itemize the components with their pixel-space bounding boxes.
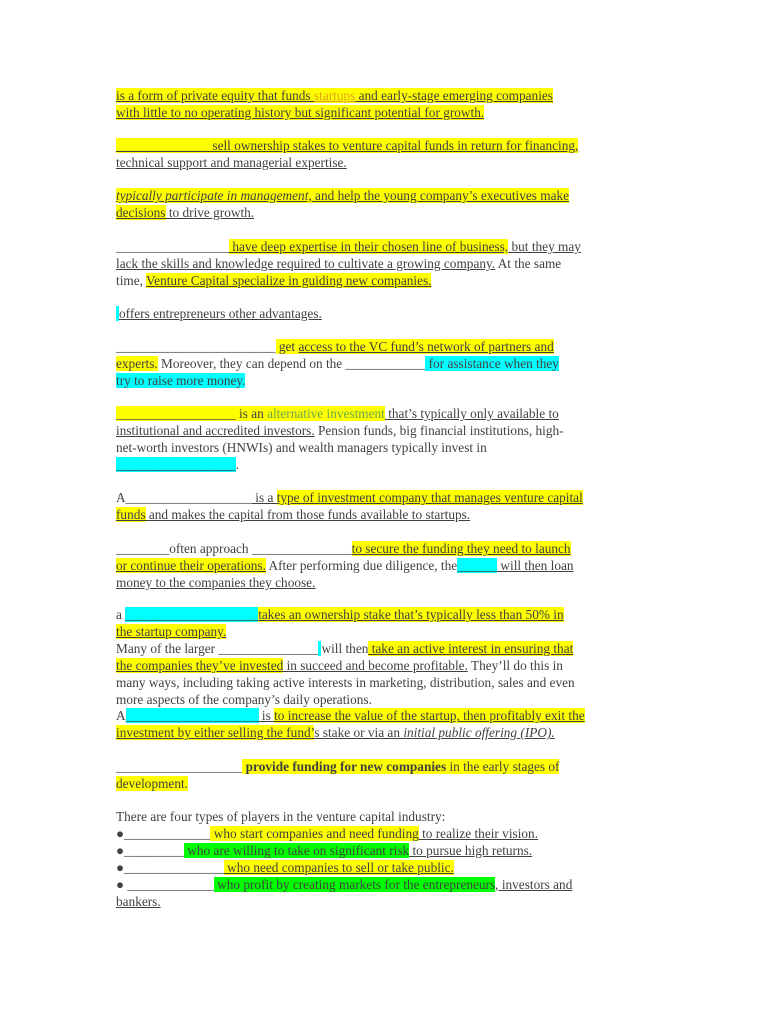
text-segment: net-worth investors (HNWIs) and wealth managers typically invest in	[116, 439, 487, 455]
text-segment: will then	[321, 640, 369, 656]
fill-in-blank[interactable]: ______________	[116, 138, 210, 153]
text-segment: more aspects of the company’s daily operations.	[116, 691, 372, 707]
text-segment: At the same	[495, 255, 562, 271]
paragraph-participate-management	[116, 188, 656, 222]
paragraph-network-access	[116, 339, 656, 390]
text-segment: sell ownership stakes to venture capital funds in return for financing,	[209, 138, 579, 153]
fill-in-blank[interactable]: __________________	[116, 456, 236, 472]
bullet-icon: ●	[116, 825, 125, 841]
text-segment: or continue their operations.	[116, 557, 266, 573]
text-segment: to realize their vision.	[418, 825, 539, 841]
text-segment: .	[235, 456, 239, 472]
text-segment: who profit by creating markets for the entrepreneurs	[213, 876, 496, 892]
text-segment: alternative investment	[267, 406, 385, 421]
paragraph-founders-sell-stakes	[116, 138, 656, 172]
fill-in-blank[interactable]: __________________	[116, 406, 236, 421]
text-segment: the startup company.	[116, 623, 227, 639]
fill-in-blank[interactable]: ____________________	[125, 607, 259, 622]
text-segment: A	[116, 708, 126, 724]
text-segment: the companies they’ve invested	[116, 657, 284, 673]
text-segment: development.	[116, 775, 189, 791]
text-segment: They’ll do this in	[467, 657, 563, 673]
text-segment: A	[116, 490, 126, 505]
text-segment: take an active interest in ensuring that	[368, 640, 574, 656]
fill-in-blank[interactable]: _____________	[124, 825, 211, 841]
fill-in-blank[interactable]: _______________	[124, 859, 224, 875]
paragraph-ownership-stake	[116, 607, 656, 742]
bullet-icon: ●	[116, 876, 125, 892]
text-segment: and help the young company’s executives make	[311, 188, 570, 203]
text-segment: to increase the value of the startup, then profitably exit the	[274, 708, 585, 724]
text-segment: and early-stage emerging companies	[355, 88, 553, 103]
paragraph-four-types	[116, 809, 656, 910]
paragraph-other-advantages	[116, 306, 656, 323]
paragraph-provide-funding	[116, 759, 656, 793]
text-segment: is a	[251, 490, 277, 505]
text-segment: get	[275, 339, 299, 354]
text-segment: will then loan	[497, 557, 574, 573]
fill-in-blank[interactable]: _____________	[127, 876, 214, 892]
fill-in-blank[interactable]: _______________	[218, 640, 319, 656]
text-segment: , investors and	[495, 876, 573, 892]
text-segment: with little to no operating history but significant potential for growth.	[116, 104, 485, 120]
text-segment: funds	[116, 506, 146, 522]
text-segment: who are willing to take on significant risk	[183, 842, 410, 858]
text-segment: a	[116, 607, 126, 622]
fill-in-blank[interactable]: ____________	[345, 355, 426, 371]
fill-in-blank[interactable]: ________________________	[116, 339, 276, 354]
text-segment: technical support and managerial expertise.	[116, 154, 347, 170]
text-segment: After performing due diligence, the	[265, 557, 458, 573]
bullet-icon: ●	[116, 842, 125, 858]
text-segment: takes an ownership stake that’s typically less than 50% in	[258, 607, 564, 622]
bullet-icon: ●	[116, 859, 125, 875]
fill-in-blank[interactable]: _______________	[251, 541, 352, 556]
text-segment: to pursue high returns.	[409, 842, 533, 858]
text-segment: in succeed and become profitable.	[283, 657, 468, 673]
text-segment: Pension funds, big financial institutions, high-	[314, 422, 564, 438]
text-segment: s stake or via an	[314, 725, 404, 741]
text-segment: often approach	[169, 541, 252, 556]
text-segment: access to the VC fund’s network of partners and	[298, 339, 554, 354]
text-segment: Venture Capital specialize in guiding new companies.	[146, 272, 432, 288]
fill-in-blank[interactable]: _________________	[116, 239, 230, 254]
text-segment: experts.	[116, 355, 158, 371]
fill-in-blank[interactable]: _________	[124, 842, 184, 858]
text-segment: money to the companies they choose.	[116, 574, 316, 590]
text-segment: to secure the funding they need to launch	[351, 541, 571, 556]
text-segment: and makes the capital from those funds available to startups.	[145, 506, 471, 522]
fill-in-blank[interactable]: ___________________	[116, 759, 243, 774]
text-segment: many ways, including taking active interests in marketing, distribution, sales and even	[116, 674, 575, 690]
text-segment: to drive growth.	[165, 204, 255, 220]
text-segment: institutional and accredited investors.	[116, 422, 315, 438]
text-segment: time,	[116, 272, 147, 288]
text-segment: provide funding for new companies	[242, 759, 447, 774]
text-segment: in the early stages of	[446, 759, 560, 774]
text-segment: who need companies to sell or take public.	[223, 859, 454, 875]
highlighted-term-startups: startups	[313, 88, 356, 103]
text-segment: There are four types of players in the venture capital industry:	[116, 809, 446, 824]
text-segment: investment by either selling the fund’	[116, 725, 315, 741]
fill-in-blank[interactable]: ____________________	[125, 708, 259, 724]
text-segment: is	[258, 708, 275, 724]
text-segment: type of investment company that manages venture capital	[276, 490, 583, 505]
text-segment: but they may	[508, 239, 581, 254]
fill-in-blank[interactable]: ___________________	[125, 490, 252, 505]
paragraph-investment-company	[116, 490, 656, 524]
text-segment: offers entrepreneurs other advantages.	[119, 306, 322, 321]
text-segment: bankers.	[116, 893, 161, 909]
text-segment: is an	[235, 406, 268, 421]
text-segment: Moreover, they can depend on the	[157, 355, 346, 371]
text-segment: decisions	[116, 204, 166, 220]
paragraph-deep-expertise	[116, 239, 656, 290]
text-segment: for assistance when they	[425, 355, 559, 371]
paragraph-alternative-investment	[116, 406, 656, 474]
text-segment: that’s typically only available to	[384, 406, 559, 421]
text-segment: typically participate in management,	[116, 188, 312, 203]
fill-in-blank[interactable]: ________	[116, 541, 170, 556]
text-segment: lack the skills and knowledge required to cultivate a growing company.	[116, 255, 496, 271]
text-segment: Many of the larger	[116, 640, 219, 656]
paragraph-vc-definition	[116, 88, 656, 122]
fill-in-blank[interactable]: ______	[457, 557, 498, 573]
text-segment: is a form of private equity that funds	[116, 88, 314, 103]
text-segment: initial public offering (IPO).	[403, 725, 555, 741]
text-segment: who start companies and need funding	[210, 825, 419, 841]
text-segment: try to raise more money.	[116, 372, 246, 388]
text-segment: have deep expertise in their chosen line of business,	[229, 239, 509, 254]
paragraph-secure-funding	[116, 541, 656, 592]
